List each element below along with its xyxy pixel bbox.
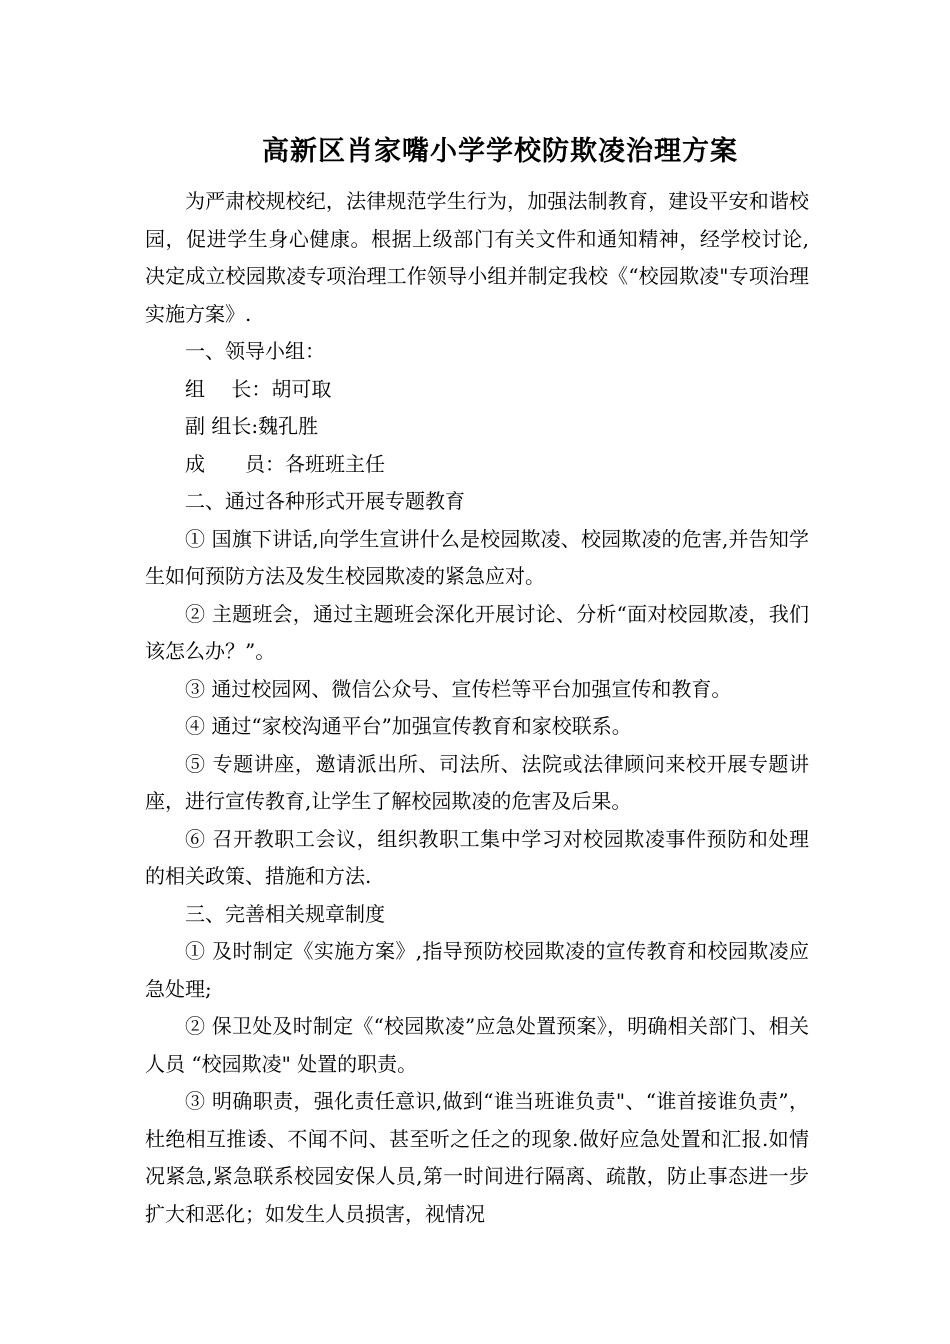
deputy-leader-line: 副 组长:魏孔胜: [185, 414, 319, 438]
section-2-item-6: ⑥ 召开教职工会议，组织教职工集中学习对校园欺凌事件预防和处理的相关政策、措施和方法.: [145, 826, 809, 888]
section-2-heading: 二、通过各种形式开展专题教育: [185, 489, 465, 513]
section-2-item-4: ④ 通过“家校沟通平台”加强宣传教育和家校联系。: [185, 714, 632, 738]
section-2-item-1: ① 国旗下讲话,向学生宣讲什么是校园欺凌、校园欺凌的危害,并告知学生如何预防方法及发生校园欺凌的紧急应对。: [145, 526, 809, 588]
section-2-item-3: ③ 通过校园网、微信公众号、宣传栏等平台加强宣传和教育。: [185, 676, 732, 701]
intro-paragraph: 为严肃校规校纪，法律规范学生行为，加强法制教育，建设平安和谐校园，促进学生身心健康。根据上级部门有关文件和通知精神，经学校讨论,决定成立校园欺凌专项治理工作领导小组并制定我校《“校园欺凌"专项治理实施方案》.: [145, 189, 809, 326]
section-3-item-3: ③ 明确职责，强化责任意识,做到“谁当班谁负责"、“谁首接谁负责”，杜绝相互推诿、不闻不问、甚至听之任之的现象.做好应急处置和汇报.如情况紧急,紧急联系校园安保人员,第一时间进行隔离、疏散，防止事态进一步扩大和恶化；如发生人员损害，视情况: [145, 1089, 809, 1226]
document-body: [145, 183, 809, 1233]
section-3-item-1: ① 及时制定《实施方案》,指导预防校园欺凌的宣传教育和校园欺凌应急处理;: [145, 939, 809, 1001]
section-3-item-2: ② 保卫处及时制定《“校园欺凌”应急处置预案》，明确相关部门、相关人员 “校园欺凌" 处置的职责。: [145, 1014, 809, 1076]
section-3-heading: 三、完善相关规章制度: [185, 901, 385, 926]
document-title: 高新区肖家嘴小学学校防欺凌治理方案: [262, 136, 738, 167]
section-2-item-2: ② 主题班会，通过主题班会深化开展讨论、分析“面对校园欺凌，我们该怎么办？”。: [145, 601, 809, 663]
section-2-item-5: ⑤ 专题讲座，邀请派出所、司法所、法院或法律顾问来校开展专题讲座，进行宣传教育,让学生了解校园欺凌的危害及后果。: [145, 751, 809, 813]
leader-line: 组 长：胡可取: [185, 376, 332, 401]
members-line: 成 员：各班班主任: [185, 451, 385, 476]
section-1-heading: 一、领导小组：: [185, 339, 325, 363]
